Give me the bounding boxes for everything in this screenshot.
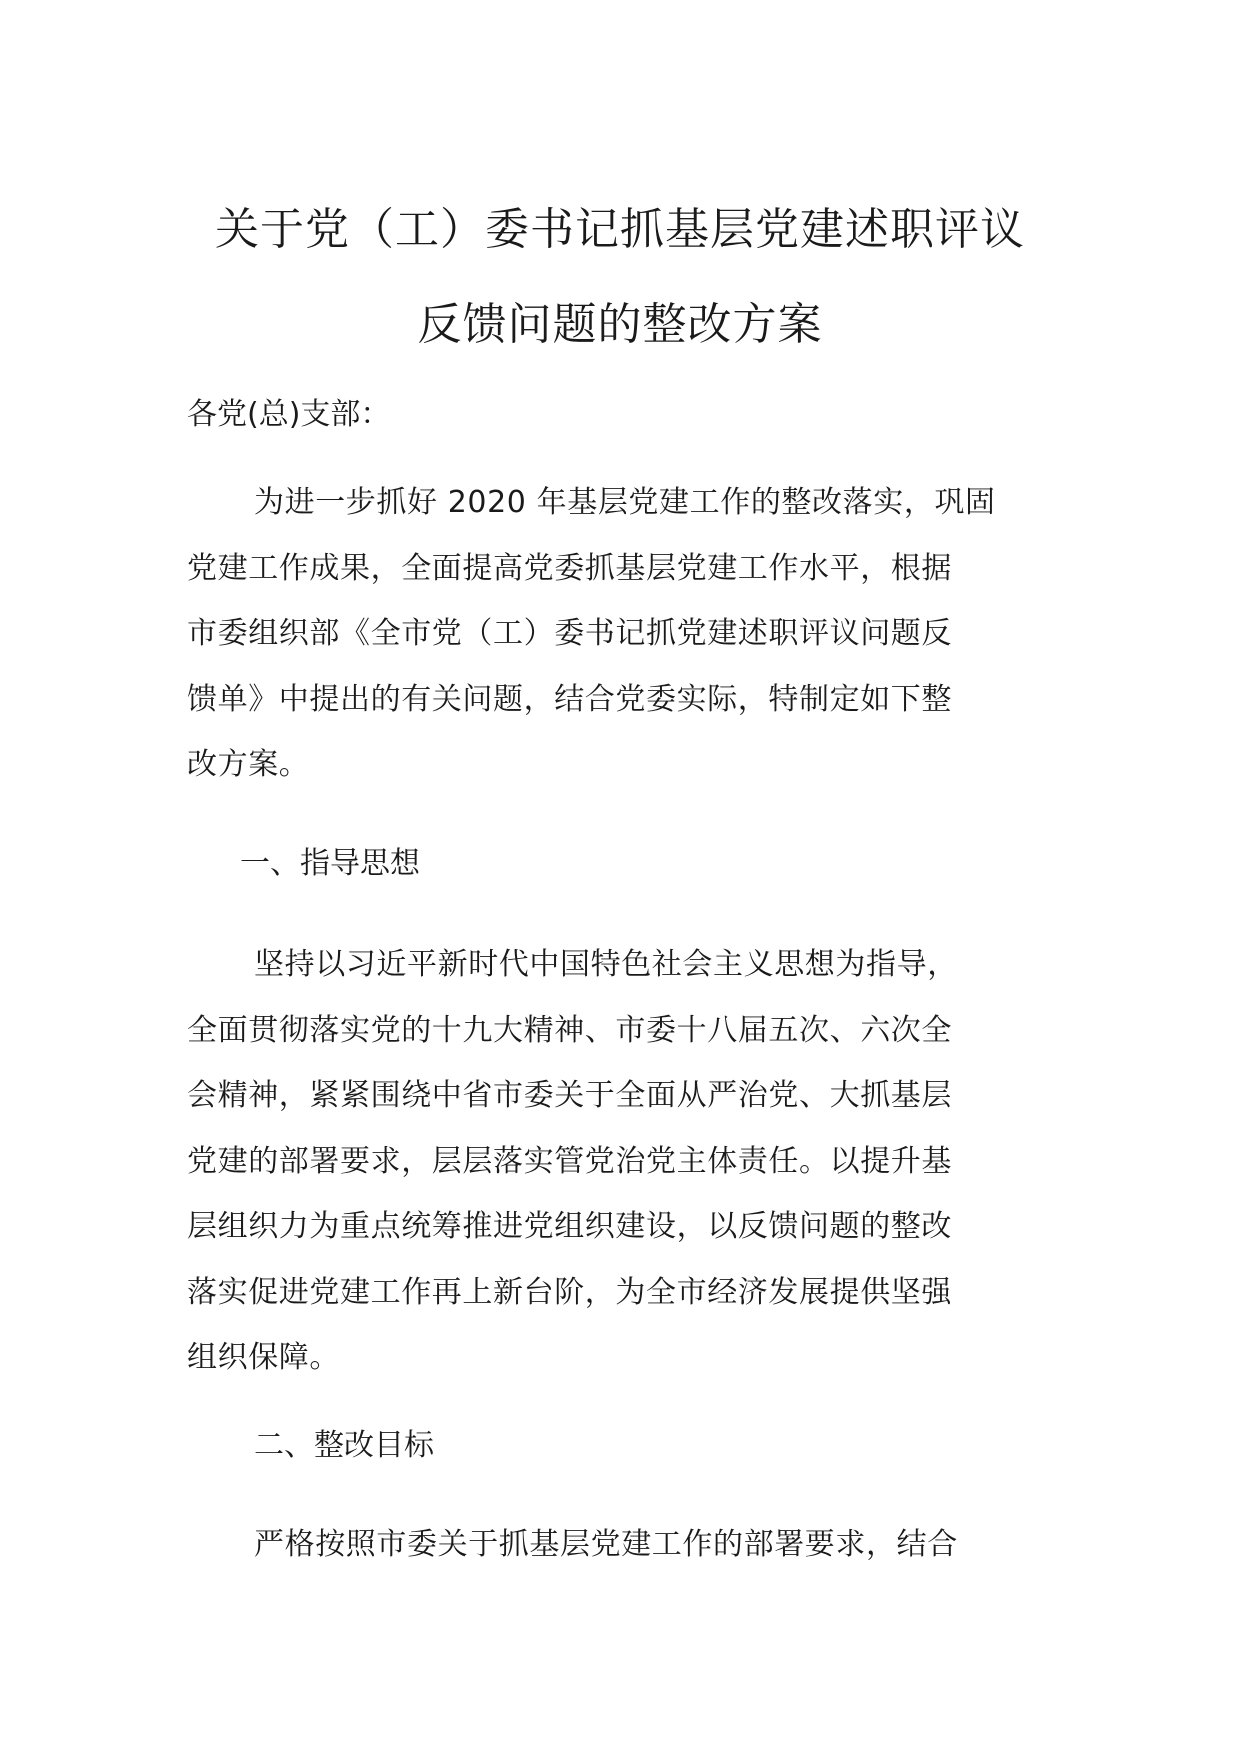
paragraph-line: 为进一步抓好 2020 年基层党建工作的整改落实，巩固 — [254, 485, 996, 520]
section-heading-guiding-ideology: 一、指导思想 — [240, 846, 420, 881]
paragraph-line: 会精神，紧紧围绕中省市委关于全面从严治党、大抓基层 — [187, 1078, 952, 1113]
document-title-line-1: 关于党（工）委书记抓基层党建述职评议 — [215, 204, 1025, 255]
paragraph-line: 改方案。 — [187, 747, 310, 782]
paragraph-line: 党建的部署要求，层层落实管党治党主体责任。以提升基 — [187, 1143, 952, 1179]
intro-paragraph — [187, 470, 1067, 798]
paragraph-line: 严格按照市委关于抓基层党建工作的部署要求，结合 — [254, 1527, 958, 1562]
guiding-ideology-paragraph — [187, 932, 1067, 1391]
paragraph-line: 馈单》中提出的有关问题，结合党委实际，特制定如下整 — [187, 681, 952, 717]
paragraph-line: 市委组织部《全市党（工）委书记抓党建述职评议问题反 — [187, 616, 952, 651]
paragraph-line: 层组织力为重点统筹推进党组织建设，以反馈问题的整改 — [187, 1209, 952, 1244]
paragraph-line: 坚持以习近平新时代中国特色社会主义思想为指导， — [254, 947, 958, 982]
rectification-goals-paragraph — [187, 1512, 1067, 1578]
paragraph-line: 全面贯彻落实党的十九大精神、市委十八届五次、六次全 — [187, 1012, 952, 1048]
paragraph-line: 党建工作成果，全面提高党委抓基层党建工作水平，根据 — [187, 550, 952, 586]
paragraph-line: 组织保障。 — [187, 1340, 340, 1375]
section-heading-rectification-goals: 二、整改目标 — [254, 1428, 434, 1463]
document-title-line-2: 反馈问题的整改方案 — [417, 299, 823, 350]
paragraph-line: 落实促进党建工作再上新台阶，为全市经济发展提供坚强 — [187, 1274, 952, 1310]
salutation: 各党(总)支部： — [187, 397, 391, 432]
